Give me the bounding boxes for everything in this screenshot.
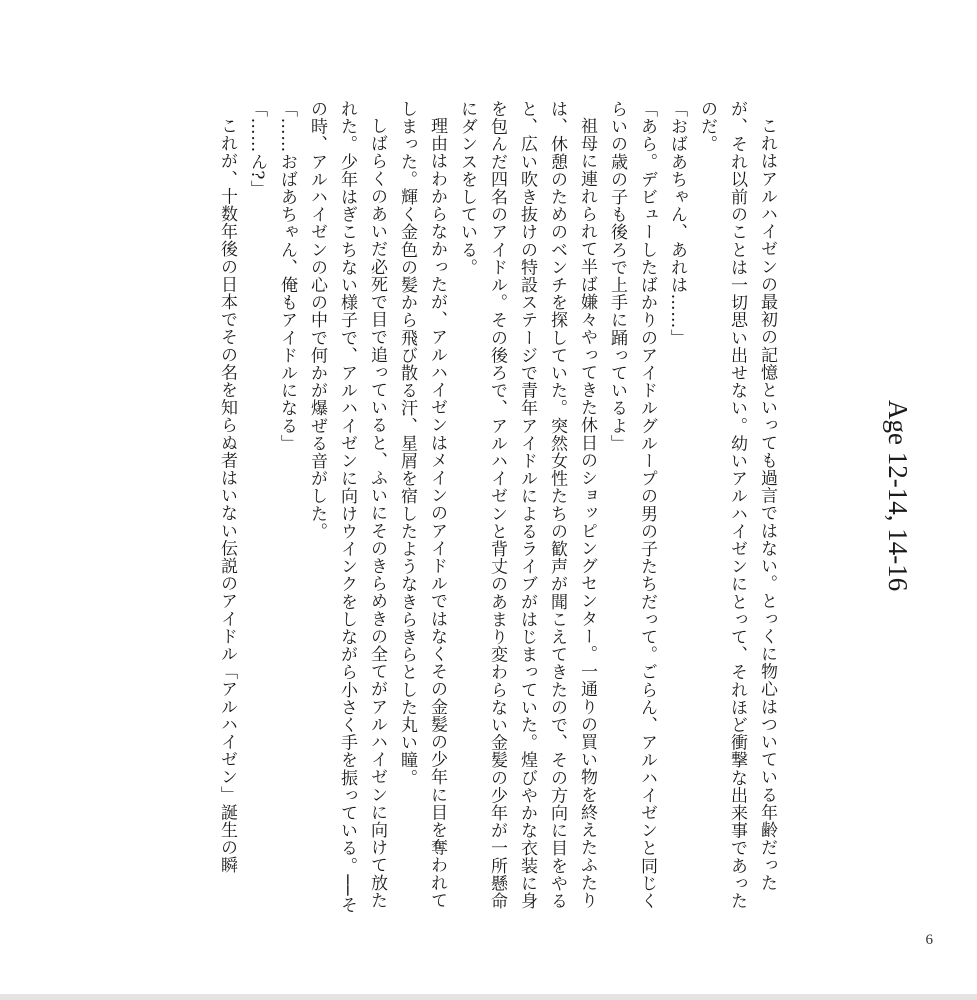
dialogue-line: 「あら。デビューしたばかりのアイドルグループの男の子たちだって。ごらん、アルハイゼンと同じくらいの歳の子も後ろで上手に踊っているよ」: [607, 100, 657, 910]
paragraph: これはアルハイゼンの最初の記憶といっても過言ではない。とっくに物心はついている年齢だったが、それ以前のことは一切思い出せない。幼いアルハイゼンにとって、それほど衝撃な出来事であったのだ。: [697, 100, 777, 910]
dialogue-line: 「おばあちゃん、あれは……」: [667, 100, 687, 347]
page-bottom-edge: [0, 994, 977, 1000]
paragraph: 祖母に連れられて半ば嫌々やってきた休日のショッピングセンター。一通りの買い物を終えたふたりは、休憩のためのベンチを探していた。突然女性たちの歓声が聞こえてきたので、その方向に目をやると、広い吹き抜けの特設ステージで青年アイドルによるライブがはじまっていた。煌びやかな衣装に身を包んだ四名のアイドル。その後ろで、アルハイゼンと背丈のあまり変わらない金髪の少年が一所懸命にダンスをしている。: [457, 100, 597, 910]
paragraph: これが、十数年後の日本でその名を知らぬ者はいない伝説のアイドル「アルハイゼン」誕生の瞬: [217, 117, 237, 874]
paragraph: しばらくのあいだ必死で目で追っていると、ふいにそのきらめきの全てがアルハイゼンに向けて放たれた。少年はぎこちない様子で、アルハイゼンに向けウインクをしながら小さく手を振っている。──その時、アルハイゼンの心の中で何かが爆ぜる音がした。: [307, 100, 387, 914]
chapter-title: Age 12-14, 14-16: [883, 400, 913, 592]
page-number: 6: [925, 932, 933, 948]
dialogue-line: 「……おばあちゃん、俺もアイドルになる」: [277, 100, 297, 452]
paragraph: 理由はわからなかったが、アルハイゼンはメインのアイドルではなくその金髪の少年に目を奪われてしまった。輝く金色の髪から飛び散る汗、星屑を宿したようなきらきらとした丸い瞳。: [397, 100, 447, 909]
dialogue-line: 「……ん?」: [247, 100, 267, 198]
body-text: [122, 100, 782, 920]
